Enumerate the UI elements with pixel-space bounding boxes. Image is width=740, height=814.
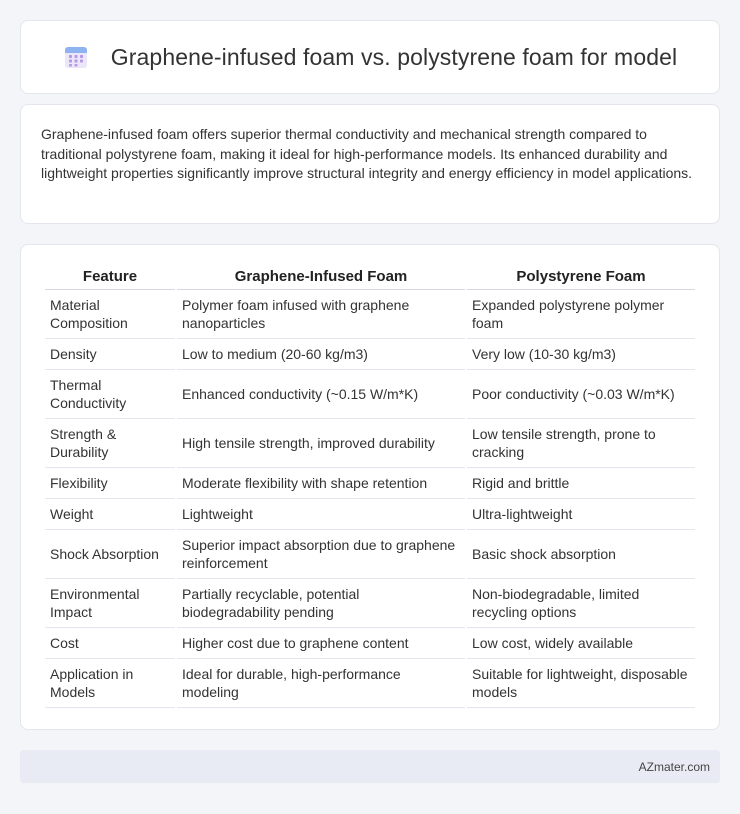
header-feature: Feature [45,265,175,290]
calendar-icon [63,44,89,70]
polystyrene-cell: Expanded polystyrene polymer foam [467,290,695,339]
table-row [45,499,695,530]
graphene-cell: Superior impact absorption due to graphene reinforcement [177,530,465,579]
graphene-cell: Lightweight [177,499,465,530]
graphene-cell: Partially recyclable, potential biodegradability pending [177,579,465,628]
comparison-table-card [20,244,720,730]
table-row [45,628,695,659]
feature-cell: Flexibility [45,468,175,499]
table-row [45,339,695,370]
polystyrene-cell: Ultra-lightweight [467,499,695,530]
polystyrene-cell: Non-biodegradable, limited recycling options [467,579,695,628]
page-title: Graphene-infused foam vs. polystyrene foam for model [110,43,678,70]
table-row [45,530,695,579]
graphene-cell: Moderate flexibility with shape retention [177,468,465,499]
summary-card [20,104,720,224]
feature-cell: Cost [45,628,175,659]
table-row [45,579,695,628]
table-header-row [45,265,695,290]
table-row [45,290,695,339]
polystyrene-cell: Suitable for lightweight, disposable models [467,659,695,708]
graphene-cell: Ideal for durable, high-performance modeling [177,659,465,708]
feature-cell: Strength & Durability [45,419,175,468]
feature-cell: Material Composition [45,290,175,339]
feature-cell: Application in Models [45,659,175,708]
feature-cell: Weight [45,499,175,530]
polystyrene-cell: Rigid and brittle [467,468,695,499]
graphene-cell: High tensile strength, improved durability [177,419,465,468]
graphene-cell: Polymer foam infused with graphene nanoparticles [177,290,465,339]
polystyrene-cell: Low cost, widely available [467,628,695,659]
header-polystyrene-foam: Polystyrene Foam [467,265,695,290]
feature-cell: Density [45,339,175,370]
summary-text: Graphene-infused foam offers superior thermal conductivity and mechanical strength compared to traditional polystyrene foam, making it ideal for high-performance models. Its enhanced durability and lightweight properties significantly improve structural integrity and energy efficiency in model applications. [41,126,693,181]
title-card [20,20,720,94]
graphene-cell: Higher cost due to graphene content [177,628,465,659]
graphene-cell: Low to medium (20-60 kg/m3) [177,339,465,370]
feature-cell: Environmental Impact [45,579,175,628]
feature-cell: Shock Absorption [45,530,175,579]
polystyrene-cell: Basic shock absorption [467,530,695,579]
table-row [45,468,695,499]
polystyrene-cell: Very low (10-30 kg/m3) [467,339,695,370]
polystyrene-cell: Poor conductivity (~0.03 W/m*K) [467,370,695,419]
feature-cell: Thermal Conductivity [45,370,175,419]
table-row [45,659,695,708]
footer-brand: AZmater.com [638,759,710,774]
table-row [45,370,695,419]
polystyrene-cell: Low tensile strength, prone to cracking [467,419,695,468]
comparison-table [43,265,697,708]
graphene-cell: Enhanced conductivity (~0.15 W/m*K) [177,370,465,419]
footer-bar [20,750,720,783]
table-row [45,419,695,468]
header-graphene-foam: Graphene-Infused Foam [177,265,465,290]
